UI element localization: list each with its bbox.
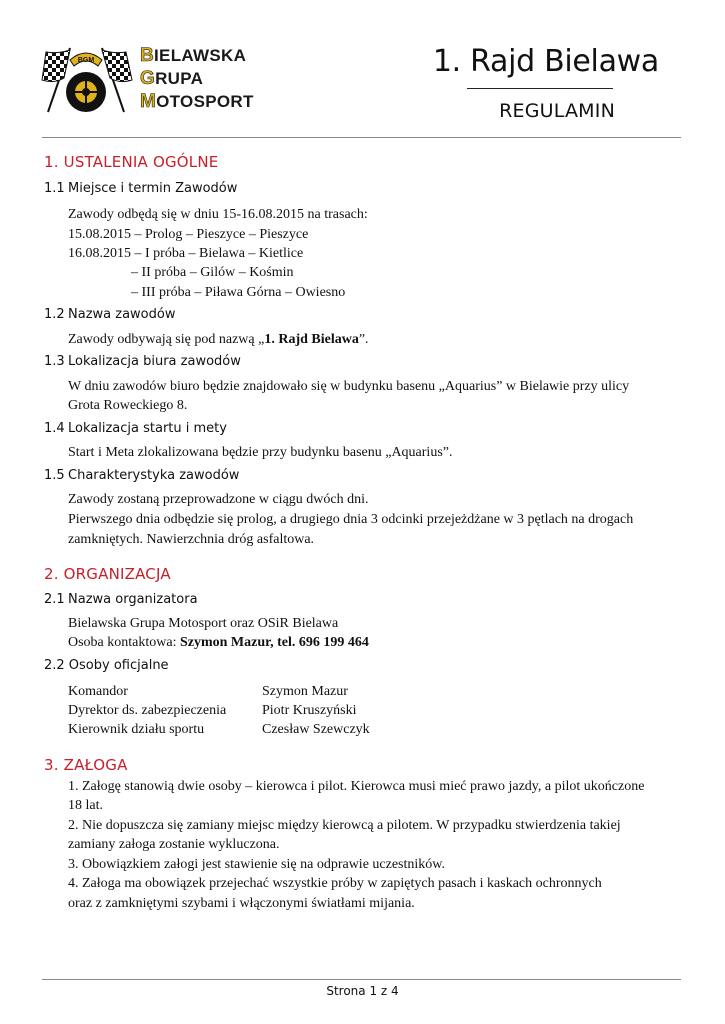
title-underline — [467, 88, 613, 89]
paragraph-line: Bielawska Grupa Motosport oraz OSiR Bielawa — [68, 616, 339, 631]
official-role: Komandor — [68, 684, 128, 699]
logo-wordmark — [140, 44, 254, 113]
subsection-1-4-heading: 1.4 Lokalizacja startu i mety — [44, 421, 227, 436]
paragraph-line: Grota Roweckiego 8. — [68, 398, 188, 413]
official-name: Czesław Szewczyk — [262, 722, 370, 737]
footer-divider — [42, 979, 681, 980]
logo-line-1: BIELAWSKA — [140, 45, 247, 66]
page-number: Strona 1 z 4 — [326, 984, 399, 998]
paragraph-line: Pierwszego dnia odbędzie się prolog, a drugiego dnia 3 odcinki przejeżdżane w 3 pętlach na drogach — [68, 512, 634, 527]
paragraph-line: 2. Nie dopuszcza się zamiany miejsc między kierowcą a pilotem. W przypadku stwierdzenia takiej — [68, 818, 621, 833]
document-subtitle: REGULAMIN — [499, 100, 615, 122]
logo-line-3: MOTOSPORT — [140, 91, 254, 112]
paragraph-line: zamkniętych. Nawierzchnia dróg asfaltowa. — [68, 532, 315, 547]
paragraph-line: Zawody odbędą się w dniu 15-16.08.2015 na trasach: — [68, 207, 368, 222]
paragraph-line: – II próba – Gilów – Kośmin — [131, 265, 294, 280]
official-name: Piotr Kruszyński — [262, 703, 357, 718]
subsection-1-1-heading: 1.1 Miejsce i termin Zawodów — [44, 181, 238, 196]
paragraph-line: Zawody zostaną przeprowadzone w ciągu dwóch dni. — [68, 492, 369, 507]
header-divider — [42, 137, 681, 138]
section-1-heading: 1. USTALENIA OGÓLNE — [44, 153, 219, 171]
section-2-heading: 2. ORGANIZACJA — [44, 565, 171, 583]
subsection-2-2-heading: 2.2 Osoby oficjalne — [44, 658, 169, 673]
official-name: Szymon Mazur — [262, 684, 348, 699]
contact-line: Osoba kontaktowa: Szymon Mazur, tel. 696 199 464 — [68, 635, 369, 650]
paragraph-line: 18 lat. — [68, 798, 103, 813]
paragraph-line: 15.08.2015 – Prolog – Pieszyce – Pieszyce — [68, 227, 309, 242]
subsection-1-3-heading: 1.3 Lokalizacja biura zawodów — [44, 354, 241, 369]
paragraph-line: 3. Obowiązkiem załogi jest stawienie się na odprawie uczestników. — [68, 857, 445, 872]
paragraph-line: zamiany załoga zostanie wykluczona. — [68, 837, 280, 852]
logo — [40, 40, 265, 120]
paragraph-line: Start i Meta zlokalizowana będzie przy budynku basenu „Aquarius”. — [68, 445, 453, 460]
paragraph-line: 16.08.2015 – I próba – Bielawa – Kietlice — [68, 246, 304, 261]
paragraph-line: Zawody odbywają się pod nazwą „1. Rajd Bielawa”. — [68, 332, 369, 347]
section-3-heading: 3. ZAŁOGA — [44, 756, 128, 774]
logo-wheel-icon — [40, 40, 140, 120]
subsection-1-5-heading: 1.5 Charakterystyka zawodów — [44, 468, 240, 483]
document-title: 1. Rajd Bielawa — [432, 44, 659, 79]
paragraph-line: – III próba – Piława Górna – Owiesno — [131, 285, 346, 300]
paragraph-line: 1. Załogę stanowią dwie osoby – kierowca i pilot. Kierowca musi mieć prawo jazdy, a pilot ukończone — [68, 779, 645, 794]
paragraph-line: oraz z zamkniętymi szybami i włączonymi światłami mijania. — [68, 896, 415, 911]
official-role: Dyrektor ds. zabezpieczenia — [68, 703, 227, 718]
paragraph-line: W dniu zawodów biuro będzie znajdowało się w budynku basenu „Aquarius” w Bielawie przy ulicy — [68, 379, 630, 394]
subsection-1-2-heading: 1.2 Nazwa zawodów — [44, 307, 176, 322]
subsection-2-1-heading: 2.1 Nazwa organizatora — [44, 592, 198, 607]
paragraph-line: 4. Załoga ma obowiązek przejechać wszystkie próby w zapiętych pasach i kaskach ochronnych — [68, 876, 602, 891]
logo-badge-text: BGM — [77, 57, 95, 64]
logo-line-2: GRUPA — [140, 68, 204, 89]
official-role: Kierownik działu sportu — [68, 722, 205, 737]
